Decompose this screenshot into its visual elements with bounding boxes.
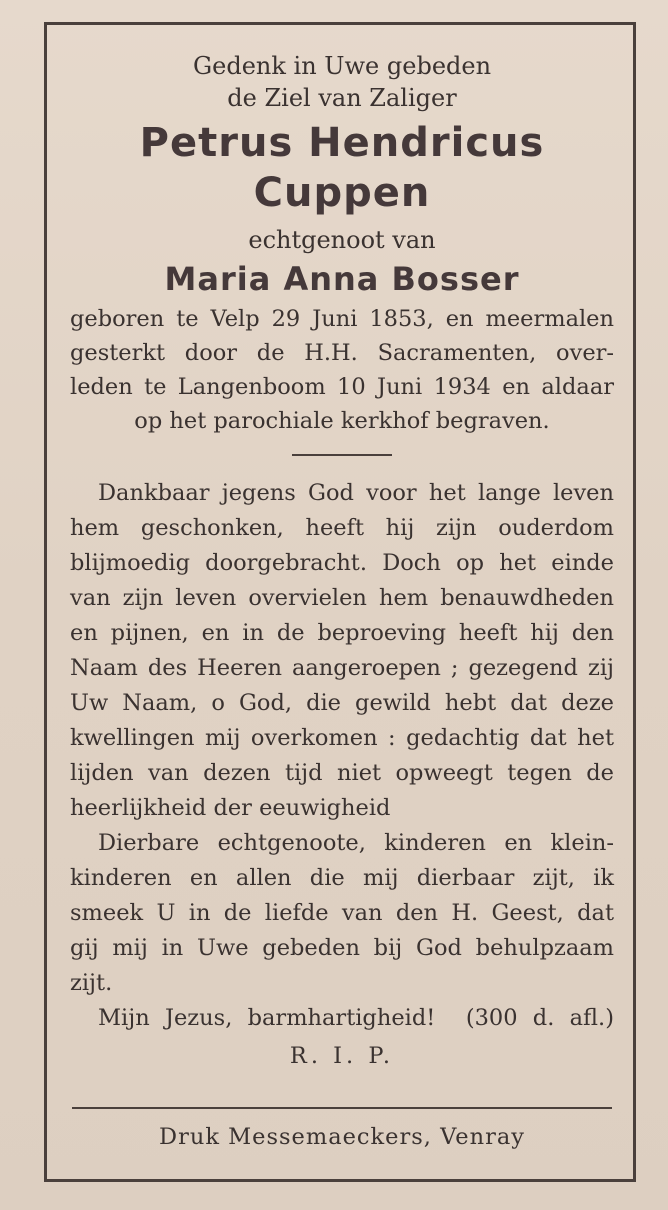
- footer-rule: [72, 1107, 612, 1109]
- paragraph-1: [70, 476, 614, 826]
- paragraph-line: Dankbaar jegens God voor het lange leven: [98, 480, 614, 506]
- bio-line-last: op het parochiale kerkhof begraven.: [134, 408, 550, 434]
- paragraph-line: blijmoedig doorgebracht. Doch op het einde: [70, 550, 614, 576]
- paragraph-line: en pijnen, en in de beproeving heeft hij den: [70, 620, 614, 646]
- bio-line: leden te Langenboom 10 Juni 1934 en aldaar: [70, 374, 614, 400]
- paragraph-line: gij mij in Uwe gebeden bij God behulpzaam: [70, 935, 614, 961]
- printer-credit: Druk Messemaeckers, Venray: [159, 1124, 525, 1150]
- header-line-1: Gedenk in Uwe gebeden: [192, 52, 492, 80]
- paragraph-line: heerlijkheid der eeuwigheid: [70, 795, 391, 821]
- paragraph-line: kinderen en allen die mij dierbaar zijt, ik: [70, 865, 614, 891]
- deceased-surname: Cuppen: [253, 170, 431, 216]
- rip-text: R. I. P.: [289, 1043, 395, 1069]
- paragraph-line: lijden van dezen tijd niet opweegt tegen de: [70, 760, 614, 786]
- paragraph-line: hem geschonken, heeft hij zijn ouderdom: [70, 515, 614, 541]
- prayer-line: Mijn Jezus, barmhartigheid! (300 d. afl.): [98, 1005, 614, 1031]
- bio-line: geboren te Velp 29 Juni 1853, en meermalen: [70, 306, 614, 332]
- card-content: [70, 50, 614, 1074]
- deceased-given-names: Petrus Hendricus: [139, 120, 545, 166]
- paragraph-line: kwellingen mij overkomen : gedachtig dat het: [70, 725, 614, 751]
- paragraph-line: smeek U in de liefde van den H. Geest, dat: [70, 900, 614, 926]
- prayer-block: [70, 1001, 614, 1036]
- paragraph-line: Uw Naam, o God, die gewild hebt dat deze: [70, 690, 614, 716]
- relation-text: echtgenoot van: [248, 226, 436, 254]
- spouse-name: Maria Anna Bosser: [164, 260, 520, 298]
- bio-block: [70, 302, 614, 438]
- paragraph-line: Naam des Heeren aangeroepen ; gezegend zij: [70, 655, 614, 681]
- header-line-2: de Ziel van Zaliger: [227, 84, 457, 112]
- paragraph-2: [70, 826, 614, 1001]
- paragraph-line: Dierbare echtgenoote, kinderen en klein-: [98, 830, 614, 856]
- paragraph-line: zijt.: [70, 970, 113, 996]
- ornament-divider: [292, 450, 392, 460]
- bio-line: gesterkt door de H.H. Sacramenten, over-: [70, 340, 614, 366]
- paragraph-line: van zijn leven overvielen hem benauwdheden: [70, 585, 614, 611]
